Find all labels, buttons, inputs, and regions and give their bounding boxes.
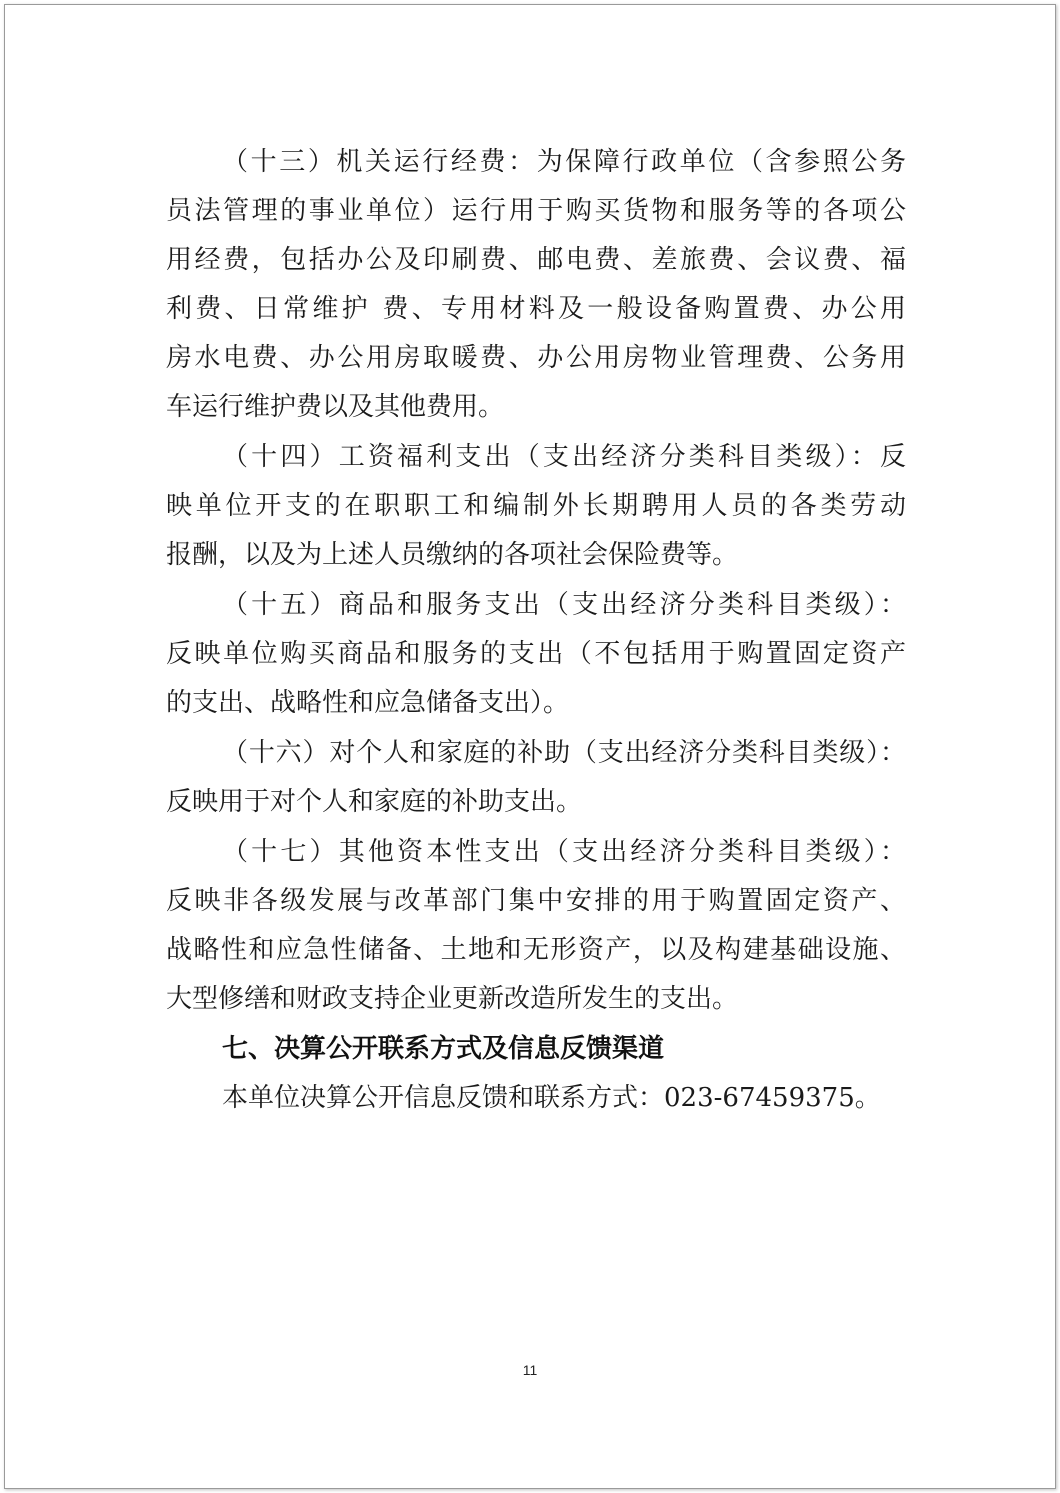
paragraph-17-line-2: 反映非各级发展与改革部门集中安排的用于购置固定资产、 xyxy=(166,886,906,916)
paragraph-17-line-4: 大型修缮和财政支持企业更新改造所发生的支出。 xyxy=(166,984,739,1014)
paragraph-13-line-3: 用经费，包括办公及印刷费、邮电费、差旅费、会议费、福 xyxy=(166,245,906,275)
paragraph-13-line-4: 利费、日常维护 费、专用材料及一般设备购置费、办公用 xyxy=(166,294,906,324)
paragraph-13-line-2: 员法管理的事业单位）运行用于购买货物和服务等的各项公 xyxy=(166,196,906,226)
paragraph-15-line-3: 的支出、战略性和应急储备支出）。 xyxy=(166,688,570,718)
paragraph-17-line-3: 战略性和应急性储备、土地和无形资产，以及构建基础设施、 xyxy=(166,935,906,965)
paragraph-13-line-5: 房水电费、办公用房取暖费、办公用房物业管理费、公务用 xyxy=(166,343,906,373)
section-heading: 七、决算公开联系方式及信息反馈渠道 xyxy=(222,1034,665,1064)
paragraph-14-line-2: 映单位开支的在职职工和编制外长期聘用人员的各类劳动 xyxy=(166,491,906,521)
paragraph-13-line-6: 车运行维护费以及其他费用。 xyxy=(166,392,505,422)
paragraph-16-line-1: （十六）对个人和家庭的补助（支出经济分类科目类级）： xyxy=(222,738,906,768)
page-number: 11 xyxy=(522,1362,538,1378)
paragraph-15-line-2: 反映单位购买商品和服务的支出（不包括用于购置固定资产 xyxy=(166,639,906,669)
paragraph-14-line-3: 报酬，以及为上述人员缴纳的各项社会保险费等。 xyxy=(166,540,739,570)
paragraph-16-line-2: 反映用于对个人和家庭的补助支出。 xyxy=(166,787,583,817)
paragraph-13-line-1: （十三）机关运行经费：为保障行政单位（含参照公务 xyxy=(222,147,906,177)
paragraph-15-line-1: （十五）商品和服务支出（支出经济分类科目类级）： xyxy=(222,590,906,620)
paragraph-14-line-1: （十四）工资福利支出（支出经济分类科目类级）：反 xyxy=(222,442,906,472)
paragraph-17-line-1: （十七）其他资本性支出（支出经济分类科目类级）： xyxy=(222,837,906,867)
contact-line: 本单位决算公开信息反馈和联系方式：023-67459375。 xyxy=(222,1083,881,1113)
